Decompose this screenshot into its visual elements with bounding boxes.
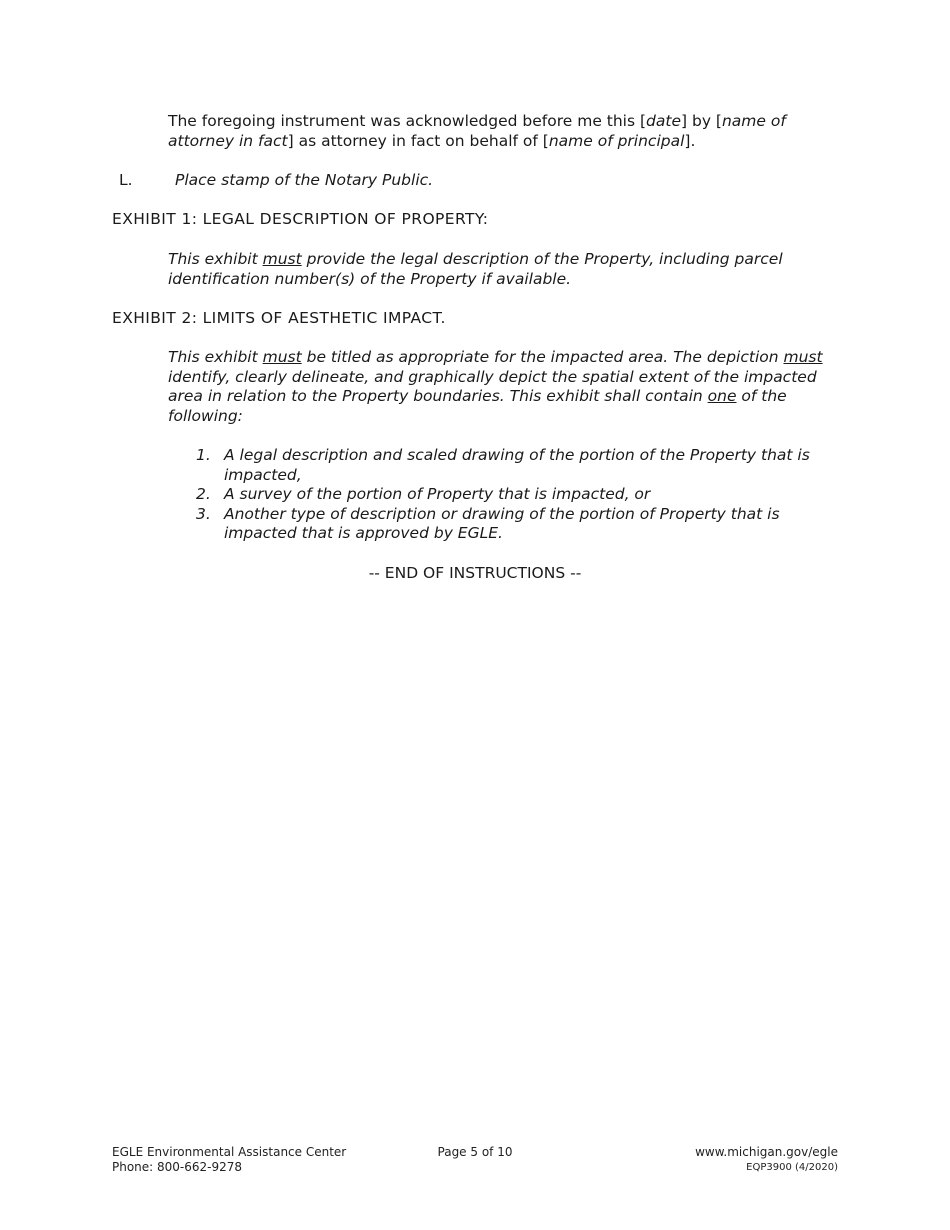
list-item-number: 3. <box>196 504 211 523</box>
exhibit-1-text: This exhibit <box>168 250 263 268</box>
list-item-number: 2. <box>196 485 211 504</box>
exhibit-1-must: must <box>262 250 302 268</box>
footer-org: EGLE Environmental Assistance Center <box>112 1145 347 1159</box>
list-item-text: A legal description and scaled drawing of the portion of the Property that is impacted, <box>224 446 810 484</box>
footer-form-number: EQP3900 (4/2020) <box>746 1162 838 1173</box>
exhibit-2-text: This exhibit <box>168 348 263 366</box>
item-l-text: Place stamp of the Notary Public. <box>175 171 434 189</box>
exhibit-2-one: one <box>707 387 737 406</box>
ack-text: ] as attorney in fact on behalf of [ <box>287 131 549 150</box>
ack-text: ]. <box>684 131 696 150</box>
ack-text: ] by [ <box>681 112 722 130</box>
exhibit-2-text: of the following: <box>168 387 787 425</box>
exhibit-2-paragraph <box>168 348 823 426</box>
footer-url[interactable]: www.michigan.gov/egle <box>695 1145 838 1159</box>
exhibit-2-must: must <box>783 348 823 366</box>
ack-text: The foregoing instrument was acknowledged before me this [ <box>168 112 647 130</box>
end-of-instructions: -- END OF INSTRUCTIONS -- <box>368 564 582 582</box>
ack-attorney-placeholder: name of attorney in fact <box>168 112 786 150</box>
ack-date-placeholder: date <box>646 112 681 130</box>
exhibit-2-text: identify, clearly delineate, and graphically depict the spatial extent of the impacted area in relation to the Property boundaries. This exhibit shall contain <box>168 367 817 406</box>
exhibit-2-heading: EXHIBIT 2: LIMITS OF AESTHETIC IMPACT. <box>112 309 446 327</box>
footer-page-number: Page 5 of 10 <box>437 1145 513 1159</box>
acknowledgment-paragraph <box>168 112 808 151</box>
exhibit-1-heading: EXHIBIT 1: LEGAL DESCRIPTION OF PROPERTY: <box>112 210 489 228</box>
ack-principal-placeholder: name of principal <box>548 131 685 150</box>
exhibit-2-list <box>196 446 841 544</box>
exhibit-2-must: must <box>262 348 302 366</box>
exhibit-1-paragraph <box>168 250 828 289</box>
item-l-letter: L. <box>119 171 133 189</box>
list-item <box>196 446 841 485</box>
footer-phone: Phone: 800-662-9278 <box>112 1160 243 1174</box>
list-item-number: 1. <box>196 446 211 464</box>
exhibit-2-text: be titled as appropriate for the impacted area. The depiction <box>301 348 784 366</box>
list-item-text: Another type of description or drawing of the portion of Property that is impacted that is approved by EGLE. <box>224 504 780 543</box>
list-item <box>196 485 841 505</box>
exhibit-1-text: provide the legal description of the Property, including parcel identification number(s) of the Property if available. <box>168 250 783 288</box>
list-item <box>196 505 841 544</box>
list-item-text: A survey of the portion of Property that is impacted, or <box>224 485 651 504</box>
